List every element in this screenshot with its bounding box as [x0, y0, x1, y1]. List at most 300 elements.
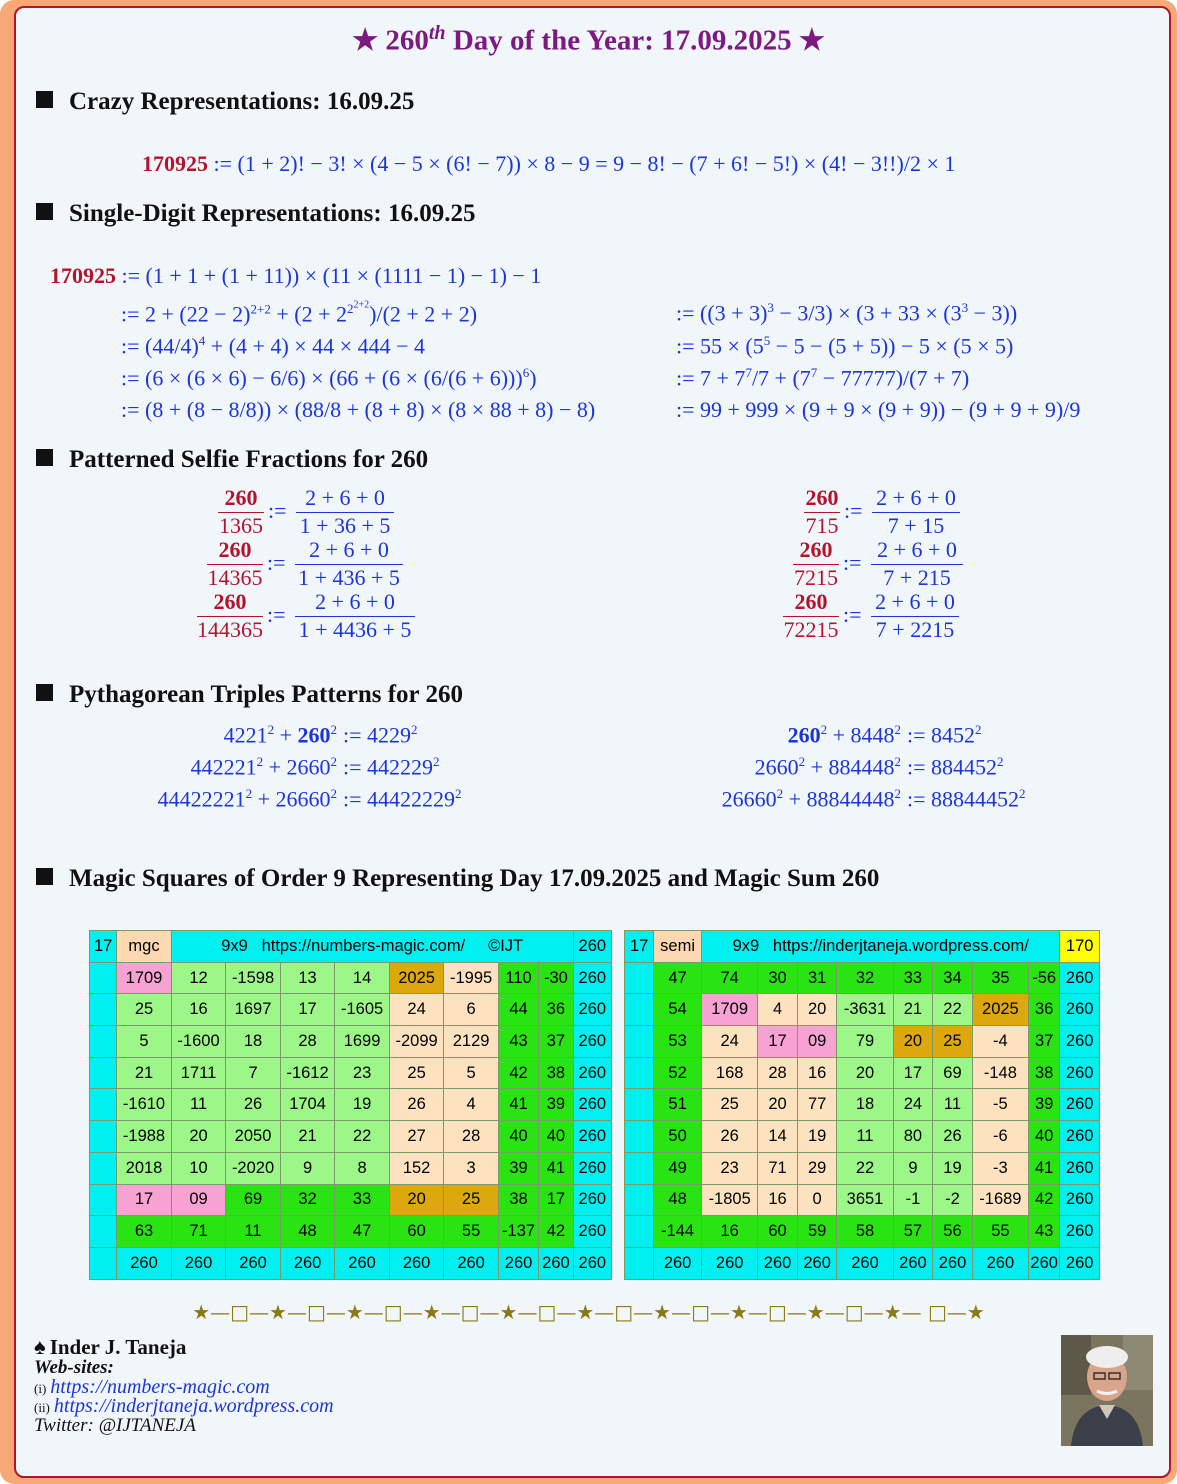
magic-row [90, 1184, 612, 1216]
header-cell: 170 [1060, 931, 1100, 963]
magic-cell: 1697 [226, 994, 281, 1026]
author-photo [1061, 1335, 1153, 1446]
fraction-numerator: 2 + 6 + 0 [877, 537, 957, 562]
magic-row [90, 1152, 612, 1184]
star-icon: ★ [798, 24, 825, 57]
magic-row [90, 1216, 612, 1248]
spade-icon: ♠ [34, 1334, 46, 1359]
row-sum-cell: 260 [1060, 1026, 1100, 1058]
magic-cell: 20 [837, 1057, 893, 1089]
magic-cell: 23 [335, 1057, 390, 1089]
magic-cell: 11 [226, 1216, 281, 1248]
header-url-cell: 9x9 https://numbers-magic.com/ ©IJT [171, 931, 573, 963]
magic-cell: 26 [389, 1089, 444, 1121]
side-cell [625, 1216, 654, 1248]
fraction-denominator: 1 + 436 + 5 [295, 564, 403, 591]
single-right-row-3: := $7 + 7^7/7 + (7^7 - 77777)/(7 + 7)$ [676, 365, 970, 391]
row-sum-cell: 260 [573, 1121, 611, 1153]
magic-cell: 43 [498, 1026, 538, 1058]
row-sum-cell: 260 [1060, 1057, 1100, 1089]
magic-cell: 40 [498, 1121, 538, 1153]
magic-cell: 33 [335, 1184, 390, 1216]
magic-row [625, 1152, 1100, 1184]
magic-square-2 [624, 930, 1100, 1280]
assign-symbol: := [268, 498, 287, 523]
magic-cell: 48 [654, 1184, 702, 1216]
side-cell [625, 994, 654, 1026]
magic-cell: 7 [226, 1057, 281, 1089]
fraction-numerator: 260 [224, 485, 258, 510]
magic-cell: 63 [117, 1216, 172, 1248]
side-cell [625, 1184, 654, 1216]
magic-cell: -1 [893, 1184, 933, 1216]
magic-cell: -1600 [171, 1026, 226, 1058]
magic-cell: 39 [539, 1089, 573, 1121]
magic-cell: 20 [171, 1121, 226, 1153]
side-cell [625, 962, 654, 994]
header-cell: mgc [117, 931, 172, 963]
magic-cell: -144 [654, 1216, 702, 1248]
magic-cell: 26 [933, 1121, 973, 1153]
magic-cell: 24 [893, 1089, 933, 1121]
row-sum-cell: 260 [1060, 1216, 1100, 1248]
column-sum-cell: 260 [280, 1247, 335, 1279]
assign-symbol: := [844, 498, 863, 523]
square-bullet-icon [36, 868, 53, 885]
magic-cell: 60 [758, 1216, 798, 1248]
magic-cell: 26 [702, 1121, 758, 1153]
magic-cell: 11 [933, 1089, 973, 1121]
row-sum-cell: 260 [1060, 1089, 1100, 1121]
magic-cell: 2129 [444, 1026, 499, 1058]
magic-row [90, 1057, 612, 1089]
column-sum-cell: 260 [702, 1247, 758, 1279]
magic-cell: -4 [972, 1026, 1028, 1058]
magic-cell: 8 [335, 1152, 390, 1184]
row-sum-cell: 260 [1060, 1184, 1100, 1216]
site2-link[interactable]: https://inderjtaneja.wordpress.com [53, 1395, 334, 1417]
magic-cell: 5 [444, 1057, 499, 1089]
magic-cell: 1699 [335, 1026, 390, 1058]
square-bullet-icon [36, 449, 53, 466]
row-sum-cell: 260 [573, 1089, 611, 1121]
row-sum-cell: 260 [573, 994, 611, 1026]
magic-cell: -2 [933, 1184, 973, 1216]
magic-cell: 48 [280, 1216, 335, 1248]
fraction-denominator: 7 + 215 [871, 564, 963, 591]
fraction-numerator: 260 [805, 485, 839, 510]
magic-cell: 32 [837, 962, 893, 994]
magic-footer-row [625, 1247, 1100, 1279]
magic-cell: 22 [837, 1152, 893, 1184]
column-sum-cell: 260 [498, 1247, 538, 1279]
twitter-handle: Twitter: @IJTANEJA [34, 1415, 196, 1436]
magic-cell: 12 [171, 962, 226, 994]
magic-cell: 20 [389, 1184, 444, 1216]
magic-row [625, 1184, 1100, 1216]
row-sum-cell: 260 [573, 1152, 611, 1184]
star-icon: ★ [352, 24, 379, 57]
magic-cell: -6 [972, 1121, 1028, 1153]
side-cell [90, 1152, 117, 1184]
magic-row [625, 1216, 1100, 1248]
magic-cell: 25 [117, 994, 172, 1026]
magic-cell: 57 [893, 1216, 933, 1248]
section-heading-text: Magic Squares of Order 9 Representing Day 17.09.2025 and Magic Sum 260 [69, 865, 880, 892]
selfie-fraction-right-1 [804, 485, 962, 537]
section-heading-text: Crazy Representations: 16.09.25 [69, 88, 415, 115]
magic-cell: 42 [1029, 1184, 1060, 1216]
magic-cell: 33 [893, 962, 933, 994]
magic-cell: 55 [972, 1216, 1028, 1248]
magic-cell: 24 [702, 1026, 758, 1058]
side-cell [90, 962, 117, 994]
magic-cell: 21 [893, 994, 933, 1026]
magic-cell: 6 [444, 994, 499, 1026]
column-sum-cell: 260 [893, 1247, 933, 1279]
author-block [34, 1334, 334, 1437]
magic-cell: 50 [654, 1121, 702, 1153]
column-sum-cell: 260 [933, 1247, 973, 1279]
magic-cell: 4 [444, 1089, 499, 1121]
magic-square-1 [89, 930, 612, 1280]
magic-cell: 13 [280, 962, 335, 994]
magic-row [90, 1026, 612, 1058]
magic-cell: 2025 [389, 962, 444, 994]
section-heading-pyth [36, 681, 463, 709]
magic-cell: -3 [972, 1152, 1028, 1184]
assign-symbol: := [267, 602, 286, 627]
pyth-right-rhs-3: := 88844452$^2$ [907, 786, 1026, 812]
magic-row [90, 962, 612, 994]
column-sum-cell: 260 [758, 1247, 798, 1279]
magic-row [625, 1057, 1100, 1089]
magic-cell: 80 [893, 1121, 933, 1153]
magic-cell: 2018 [117, 1152, 172, 1184]
row-sum-cell: 260 [1060, 994, 1100, 1026]
magic-cell: 54 [654, 994, 702, 1026]
pyth-right-lhs-1: $260^2 + 8448^2$ [787, 722, 901, 748]
magic-cell: 58 [837, 1216, 893, 1248]
row-sum-cell: 260 [1060, 1121, 1100, 1153]
magic-cell: 20 [758, 1089, 798, 1121]
column-sum-cell: 260 [389, 1247, 444, 1279]
magic-cell: 55 [444, 1216, 499, 1248]
pyth-left-lhs-1: $4221^2 + 260^2$ [223, 722, 337, 748]
magic-cell: 79 [837, 1026, 893, 1058]
magic-cell: 36 [1029, 994, 1060, 1026]
magic-cell: 25 [933, 1026, 973, 1058]
magic-cell: 30 [758, 962, 798, 994]
magic-row [90, 1089, 612, 1121]
title-text: Day of the Year: 17.09.2025 [452, 24, 792, 57]
single-left-row-4: := (8 + (8 − 8/8)) × (88/8 + (8 + 8) × (8 × 88 + 8) − 8) [121, 397, 596, 422]
selfie-fraction-left-2 [207, 537, 405, 589]
magic-cell: 53 [654, 1026, 702, 1058]
magic-cell: 16 [171, 994, 226, 1026]
magic-cell: 24 [389, 994, 444, 1026]
row-sum-cell: 260 [573, 1216, 611, 1248]
pyth-left-lhs-2: $442221^2 + 2660^2$ [190, 754, 337, 780]
magic-cell: 1709 [117, 962, 172, 994]
magic-cell: 21 [117, 1057, 172, 1089]
row-sum-cell: 260 [573, 1026, 611, 1058]
magic-cell: 9 [280, 1152, 335, 1184]
magic-cell: 60 [389, 1216, 444, 1248]
magic-cell: 37 [1029, 1026, 1060, 1058]
column-sum-cell: 260 [117, 1247, 172, 1279]
selfie-fraction-left-3 [197, 589, 417, 641]
magic-row [625, 1026, 1100, 1058]
magic-cell: 51 [654, 1089, 702, 1121]
fraction-denominator: 7 + 2215 [871, 616, 959, 643]
magic-cell: 19 [335, 1089, 390, 1121]
magic-cell: 3651 [837, 1184, 893, 1216]
magic-row [625, 1089, 1100, 1121]
fraction-denominator: 7215 [794, 565, 838, 590]
magic-cell: 4 [758, 994, 798, 1026]
column-sum-cell: 260 [171, 1247, 226, 1279]
magic-cell: -30 [539, 962, 573, 994]
fraction-numerator: 260 [218, 537, 252, 562]
magic-cell: 0 [797, 1184, 837, 1216]
magic-cell: 22 [933, 994, 973, 1026]
single-first-equation [50, 263, 541, 289]
magic-cell: 18 [226, 1026, 281, 1058]
magic-cell: 17 [539, 1184, 573, 1216]
magic-cell: 5 [117, 1026, 172, 1058]
title-suffix: th [428, 22, 446, 44]
magic-cell: 26 [226, 1089, 281, 1121]
page-title [0, 22, 1177, 58]
site2-prefix: (ii) [34, 1400, 50, 1415]
magic-row [625, 1121, 1100, 1153]
fraction-numerator: 260 [794, 589, 828, 614]
magic-cell: 28 [444, 1121, 499, 1153]
row-sum-cell: 260 [1060, 962, 1100, 994]
magic-cell: 52 [654, 1057, 702, 1089]
magic-cell: 18 [837, 1089, 893, 1121]
fraction-denominator: 1365 [219, 513, 263, 538]
fraction-denominator: 715 [805, 513, 839, 538]
magic-cell: -1805 [702, 1184, 758, 1216]
single-number: 170925 [50, 263, 116, 288]
magic-cell: 47 [335, 1216, 390, 1248]
magic-cell: -1995 [444, 962, 499, 994]
magic-cell: -148 [972, 1057, 1028, 1089]
column-sum-cell: 260 [539, 1247, 573, 1279]
magic-cell: 69 [226, 1184, 281, 1216]
magic-cell: 20 [797, 994, 837, 1026]
side-cell [625, 1026, 654, 1058]
magic-cell: -1610 [117, 1089, 172, 1121]
section-heading-magic [36, 865, 879, 893]
row-sum-cell: 260 [1060, 1152, 1100, 1184]
magic-cell: -2020 [226, 1152, 281, 1184]
magic-cell: -1598 [226, 962, 281, 994]
fraction-numerator: 260 [799, 537, 833, 562]
magic-cell: 09 [797, 1026, 837, 1058]
single-right-row-2: := $55 \times (5^5 - 5 - (5 + 5)) - 5 \times (5 \times 5)$ [676, 333, 1014, 359]
magic-cell: 19 [933, 1152, 973, 1184]
magic-cell: 29 [797, 1152, 837, 1184]
side-cell [625, 1247, 654, 1279]
magic-cell: 20 [893, 1026, 933, 1058]
square-bullet-icon [36, 203, 53, 220]
magic-cell: -2099 [389, 1026, 444, 1058]
fraction-numerator: 2 + 6 + 0 [876, 485, 956, 510]
websites-label: Web-sites: [34, 1357, 114, 1378]
fraction-denominator: 14365 [207, 565, 263, 590]
magic-cell: 40 [1029, 1121, 1060, 1153]
magic-cell: 41 [498, 1089, 538, 1121]
magic-cell: 10 [171, 1152, 226, 1184]
section-heading-selfie [36, 446, 428, 474]
selfie-fraction-left-1 [218, 485, 396, 537]
magic-cell: -1605 [335, 994, 390, 1026]
crazy-equation [142, 151, 955, 177]
author-name: Inder J. Taneja [49, 1335, 187, 1359]
magic-cell: -137 [498, 1216, 538, 1248]
magic-cell: 77 [797, 1089, 837, 1121]
magic-cell: -1689 [972, 1184, 1028, 1216]
magic-cell: 38 [539, 1057, 573, 1089]
magic-cell: 1704 [280, 1089, 335, 1121]
row-sum-cell: 260 [573, 1184, 611, 1216]
magic-cell: 11 [171, 1089, 226, 1121]
side-cell [625, 1121, 654, 1153]
magic-cell: 31 [797, 962, 837, 994]
magic-cell: 69 [933, 1057, 973, 1089]
magic-cell: 14 [758, 1121, 798, 1153]
side-cell [625, 1057, 654, 1089]
magic-cell: 28 [280, 1026, 335, 1058]
magic-cell: 16 [702, 1216, 758, 1248]
magic-cell: 25 [444, 1184, 499, 1216]
magic-cell: 9 [893, 1152, 933, 1184]
fraction-denominator: 144365 [197, 617, 263, 642]
magic-cell: 32 [280, 1184, 335, 1216]
magic-cell: 39 [498, 1152, 538, 1184]
single-right-row-1: := $((3 + 3)^3 - 3/3) \times (3 + 33 \times (3^3 - 3))$ [676, 300, 1018, 326]
section-heading-text: Patterned Selfie Fractions for 260 [69, 446, 429, 473]
selfie-fraction-right-2 [793, 537, 965, 589]
single-left-row-2: := $(44/4)^4 + (4 + 4) \times 44 \times 444 - 4$ [121, 333, 425, 359]
magic-cell: 3 [444, 1152, 499, 1184]
side-cell [625, 1152, 654, 1184]
magic-cell: 39 [1029, 1089, 1060, 1121]
pyth-right-rhs-1: := 8452$^2$ [907, 722, 982, 748]
magic-cell: 34 [933, 962, 973, 994]
magic-cell: 71 [171, 1216, 226, 1248]
magic-cell: 47 [654, 962, 702, 994]
magic-cell: 38 [1029, 1057, 1060, 1089]
column-sum-cell: 260 [972, 1247, 1028, 1279]
single-first-expression: := (1 + 1 + (1 + 11)) × (11 × (1111 − 1) − 1) − 1 [121, 263, 542, 288]
pyth-left-lhs-3: $44422221^2 + 26660^2$ [157, 786, 337, 812]
magic-cell: 14 [335, 962, 390, 994]
column-sum-cell: 260 [797, 1247, 837, 1279]
magic-cell: 25 [702, 1089, 758, 1121]
magic-cell: -1988 [117, 1121, 172, 1153]
magic-cell: 56 [933, 1216, 973, 1248]
magic-header-row [90, 931, 612, 963]
section-heading-crazy [36, 88, 414, 116]
fraction-numerator: 2 + 6 + 0 [875, 589, 955, 614]
magic-cell: 11 [837, 1121, 893, 1153]
magic-cell: 1711 [171, 1057, 226, 1089]
magic-cell: -3631 [837, 994, 893, 1026]
magic-cell: 22 [335, 1121, 390, 1153]
header-cell: semi [654, 931, 702, 963]
fraction-denominator: 1 + 4436 + 5 [295, 616, 415, 643]
magic-cell: 17 [893, 1057, 933, 1089]
single-right-row-4: := 99 + 999 × (9 + 9 × (9 + 9)) − (9 + 9 + 9)/9 [676, 397, 1081, 422]
site1-prefix: (i) [34, 1381, 47, 1396]
single-left-row-3: := $(6 \times (6 \times 6) - 6/6) \times (66 + (6 \times (6/(6 + 6)))^6)$ [121, 365, 537, 391]
magic-cell: 152 [389, 1152, 444, 1184]
magic-cell: 42 [539, 1216, 573, 1248]
assign-symbol: := [843, 602, 862, 627]
magic-cell: 37 [539, 1026, 573, 1058]
magic-cell: 49 [654, 1152, 702, 1184]
pyth-right-rhs-2: := 884452$^2$ [907, 754, 1004, 780]
magic-cell: 09 [171, 1184, 226, 1216]
fraction-numerator: 2 + 6 + 0 [315, 589, 395, 614]
pyth-right-lhs-3: $26660^2 + 88844448^2$ [721, 786, 901, 812]
side-cell [90, 1121, 117, 1153]
pyth-left-rhs-3: := 44422229$^2$ [343, 786, 462, 812]
magic-cell: 110 [498, 962, 538, 994]
crazy-number: 170925 [142, 151, 208, 176]
magic-cell: 35 [972, 962, 1028, 994]
magic-cell: 41 [539, 1152, 573, 1184]
side-cell [90, 1247, 117, 1279]
assign-symbol: := [843, 550, 862, 575]
magic-cell: 23 [702, 1152, 758, 1184]
column-sum-cell: 260 [1060, 1247, 1100, 1279]
square-bullet-icon [36, 91, 53, 108]
fraction-numerator: 2 + 6 + 0 [309, 537, 389, 562]
magic-cell: -56 [1029, 962, 1060, 994]
magic-cell: 36 [539, 994, 573, 1026]
side-cell [90, 1026, 117, 1058]
magic-cell: 17 [758, 1026, 798, 1058]
magic-cell: 1709 [702, 994, 758, 1026]
magic-cell: -1612 [280, 1057, 335, 1089]
magic-cell: 74 [702, 962, 758, 994]
site1-link[interactable]: https://numbers-magic.com [50, 1376, 270, 1398]
crazy-expression: := (1 + 2)! − 3! × (4 − 5 × (6! − 7)) × 8 − 9 = 9 − 8! − (7 + 6! − 5!) × (4! − 3!!)/2 × 1 [213, 151, 956, 176]
column-sum-cell: 260 [226, 1247, 281, 1279]
magic-cell: 40 [539, 1121, 573, 1153]
fraction-denominator: 1 + 36 + 5 [296, 512, 394, 539]
magic-cell: 25 [389, 1057, 444, 1089]
magic-cell: -5 [972, 1089, 1028, 1121]
section-heading-single [36, 200, 475, 228]
magic-cell: 42 [498, 1057, 538, 1089]
star-divider: ★—□—★—□—★—□—★—□—★—□—★—□—★—□—★—□—★—□—★— □—★ [192, 1300, 985, 1324]
column-sum-cell: 260 [573, 1247, 611, 1279]
magic-cell: 17 [280, 994, 335, 1026]
pyth-left-rhs-1: := 4229$^2$ [343, 722, 418, 748]
pyth-left-rhs-2: := 442229$^2$ [343, 754, 440, 780]
header-url-cell: 9x9 https://inderjtaneja.wordpress.com/ [702, 931, 1060, 963]
column-sum-cell: 260 [335, 1247, 390, 1279]
magic-row [90, 994, 612, 1026]
section-heading-text: Single-Digit Representations: 16.09.25 [69, 200, 476, 227]
magic-row [625, 962, 1100, 994]
